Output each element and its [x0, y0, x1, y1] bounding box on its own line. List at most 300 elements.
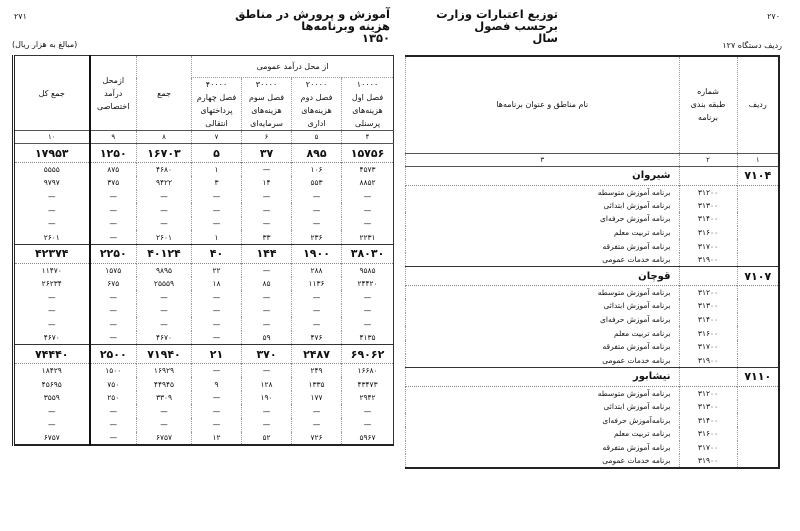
cell: ۳۷۰ [242, 345, 292, 364]
program-name: برنامه خدمات عمومی [406, 253, 680, 267]
cell: ۴۲۳۷۴ [14, 244, 90, 263]
cell: — [342, 404, 394, 418]
cell: ۲۶۲۳۴ [14, 277, 90, 291]
program-code: ۳۱۴۰۰ [679, 212, 737, 226]
cell: ۹۵۸۵ [342, 263, 394, 277]
program-row [406, 354, 780, 368]
column-number: ۸ [137, 131, 192, 144]
program-code: ۳۱۷۰۰ [679, 441, 737, 455]
cell: — [137, 290, 192, 304]
column-number: ۳ [406, 153, 680, 166]
cell [737, 441, 779, 455]
cell: ۲۴۹ [292, 364, 342, 378]
cell: — [192, 418, 242, 432]
cell: — [342, 304, 394, 318]
cell: — [192, 217, 242, 231]
region-total-row [14, 345, 394, 364]
right-page [400, 0, 800, 531]
cell: — [90, 230, 137, 244]
cell: ۵۵۵۵ [14, 163, 90, 177]
h: ازمحل [102, 75, 125, 85]
cell: ۱۵۷۵۶ [342, 144, 394, 163]
cell: — [137, 217, 192, 231]
agency-row: ردیف دستگاه ۱۲۷ [722, 41, 782, 50]
cell [737, 413, 779, 427]
cell: ۴۶۸۰ [137, 163, 192, 177]
cell: — [90, 217, 137, 231]
cell: ۲۲ [192, 263, 242, 277]
cell: ۵۵۳ [292, 176, 342, 190]
cell: ۸۵ [242, 277, 292, 291]
cell: ۲۴۸۷ [292, 345, 342, 364]
table-row [14, 432, 394, 446]
cell: — [137, 203, 192, 217]
cell: ۶۹۰۶۲ [342, 345, 394, 364]
program-name: برنامه آموزش ابتدائی [406, 299, 680, 313]
cell: ۱۳۳۵ [292, 377, 342, 391]
cell [737, 313, 779, 327]
cell: — [242, 364, 292, 378]
cell: — [242, 163, 292, 177]
h: اختصاصی [97, 101, 130, 111]
cell: — [14, 317, 90, 331]
cell: ۱۶۷۰۳ [137, 144, 192, 163]
cell: ۶۷۵۷ [14, 432, 90, 446]
cell: — [242, 263, 292, 277]
table-row [14, 163, 394, 177]
cell: — [14, 418, 90, 432]
cell: ۱۹۰ [242, 391, 292, 405]
column-number-row [14, 131, 394, 144]
cell: ۲۶۰۱ [137, 230, 192, 244]
h: فصل سوم [248, 93, 285, 102]
header-program-name: نام مناطق و عنوان برنامه‌ها [406, 56, 680, 153]
cell: — [137, 418, 192, 432]
cell: ۲۵۰ [90, 391, 137, 405]
program-name: برنامه آموزش متفرقه [406, 239, 680, 253]
cell: ۲۸۸ [292, 263, 342, 277]
h: هزینه‌های [352, 106, 383, 115]
h: ۳۰۰۰۰ [255, 80, 278, 89]
cell: ۲۵۵۵۹ [137, 277, 192, 291]
cell: ۱۴ [242, 176, 292, 190]
header-program-code [679, 56, 737, 153]
region-name: شیروان [406, 166, 680, 185]
cell: ۳۷۵ [90, 176, 137, 190]
program-row [406, 226, 780, 240]
cell: ۳ [192, 176, 242, 190]
region-code: ۷۱۱۰ [737, 367, 779, 386]
cell: ۱۲۵۰ [90, 144, 137, 163]
cell [679, 367, 737, 386]
region-code: ۷۱۰۴ [737, 166, 779, 185]
column-number: ۶ [242, 131, 292, 144]
cell: ۲۲۵۰ [90, 244, 137, 263]
page-number: ۲۷۰ [767, 12, 780, 21]
cell: ۳۵۵۹ [14, 391, 90, 405]
column-number-row [406, 153, 780, 166]
program-row [406, 400, 780, 414]
program-name: برنامه خدمات عمومی [406, 354, 680, 368]
program-row [406, 386, 780, 400]
title-line: ۱۳۵۰ [361, 31, 390, 45]
cell: ۱۸۴۲۹ [14, 364, 90, 378]
h: هزینه‌های [301, 106, 332, 115]
program-code: ۳۱۶۰۰ [679, 326, 737, 340]
cell: ۲۹۴۲ [342, 391, 394, 405]
cell [737, 386, 779, 400]
cell: ۱۹۰۰ [292, 244, 342, 263]
cell [679, 267, 737, 286]
program-row [406, 427, 780, 441]
cell: — [192, 290, 242, 304]
cell: ۱۴۴ [242, 244, 292, 263]
program-name: برنامه آموزش متفرقه [406, 340, 680, 354]
column-number: ۹ [90, 131, 137, 144]
cell [737, 199, 779, 213]
cell: ۴۵۷۳ [342, 163, 394, 177]
cell: ۵۲ [242, 432, 292, 446]
program-name: برنامه تربیت معلم [406, 226, 680, 240]
h: ۱۰۰۰۰ [356, 80, 379, 89]
header-c10: جمع کل [14, 56, 90, 131]
cell: — [242, 404, 292, 418]
cell: ۲۵۰۰ [90, 345, 137, 364]
h: پرسنلی [354, 119, 381, 128]
cell: — [342, 418, 394, 432]
column-number: ۱۰ [14, 131, 90, 144]
cell: — [14, 304, 90, 318]
cell: — [14, 190, 90, 204]
cell: ۱۱۴۷۰ [14, 263, 90, 277]
program-code: ۳۱۴۰۰ [679, 313, 737, 327]
cell: ۶۷۵۷ [137, 432, 192, 446]
cell [737, 454, 779, 468]
budget-table [12, 55, 394, 446]
program-code: ۳۱۲۰۰ [679, 386, 737, 400]
cell: ۱۵۰۰ [90, 364, 137, 378]
cell: ۴۳۴۷۳ [342, 377, 394, 391]
program-code: ۳۱۶۰۰ [679, 427, 737, 441]
cell: — [242, 203, 292, 217]
group-header: از محل درآمد عمومی [192, 56, 394, 78]
cell [737, 212, 779, 226]
cell: ۵۹ [242, 331, 292, 345]
table-row [14, 304, 394, 318]
cell: — [192, 317, 242, 331]
title-line: هزینه وبرنامه‌ها [301, 19, 390, 33]
cell: — [137, 404, 192, 418]
cell: ۳۳ [242, 230, 292, 244]
program-code: ۳۱۹۰۰ [679, 354, 737, 368]
unit-note: (مبالغ به هزار ریال) [12, 40, 78, 49]
cell: — [192, 391, 242, 405]
h: درآمد [104, 88, 123, 98]
region-total-row [14, 244, 394, 263]
cell: ۴۴۹۴۵ [137, 377, 192, 391]
program-name: برنامه خدمات عمومی [406, 454, 680, 468]
header-c6 [242, 78, 292, 131]
cell: — [137, 317, 192, 331]
program-code: ۳۱۳۰۰ [679, 199, 737, 213]
table-row [14, 404, 394, 418]
h: فصل چهارم [196, 93, 237, 102]
cell: — [90, 304, 137, 318]
region-code: ۷۱۰۷ [737, 267, 779, 286]
header-c4 [342, 78, 394, 131]
cell: — [292, 404, 342, 418]
cell: — [192, 364, 242, 378]
h: انتقالی [205, 119, 228, 128]
cell: — [90, 331, 137, 345]
cell [737, 286, 779, 300]
h: پرداختهای [200, 106, 233, 115]
cell: — [137, 190, 192, 204]
region-row [406, 367, 780, 386]
cell: ۹۸۹۵ [137, 263, 192, 277]
cell: ۱۲ [192, 432, 242, 446]
cell: — [292, 217, 342, 231]
cell [737, 299, 779, 313]
cell: — [192, 331, 242, 345]
cell: ۳۷ [242, 144, 292, 163]
cell [737, 226, 779, 240]
cell: ۴۵۶۹۵ [14, 377, 90, 391]
column-number: ۱ [737, 153, 779, 166]
cell: ۸۷۵ [90, 163, 137, 177]
table-row [14, 317, 394, 331]
program-row [406, 313, 780, 327]
title-line: سال [532, 31, 558, 45]
program-row [406, 326, 780, 340]
program-row [406, 454, 780, 468]
program-row [406, 286, 780, 300]
cell: — [242, 418, 292, 432]
column-number: ۵ [292, 131, 342, 144]
cell: ۹ [192, 377, 242, 391]
cell [737, 326, 779, 340]
region-row [406, 267, 780, 286]
cell: — [292, 317, 342, 331]
cell: ۴۰۱۲۴ [137, 244, 192, 263]
cell: ۱۷۷ [292, 391, 342, 405]
cell: ۱۶۹۲۹ [137, 364, 192, 378]
cell: ۲۲۳۱ [342, 230, 394, 244]
cell: ۵۹۶۷ [342, 432, 394, 446]
cell: ۱۸ [192, 277, 242, 291]
program-code: ۳۱۹۰۰ [679, 454, 737, 468]
program-name: برنامه آموزش ابتدائی [406, 400, 680, 414]
cell [737, 354, 779, 368]
cell: ۸۹۵ [292, 144, 342, 163]
cell: ۳۸۰۳۰ [342, 244, 394, 263]
cell [679, 166, 737, 185]
cell: ۱ [192, 163, 242, 177]
cell: ۶۷۵ [90, 277, 137, 291]
cell: — [14, 203, 90, 217]
region-name: نیشابور [406, 367, 680, 386]
cell: — [192, 203, 242, 217]
cell: — [242, 290, 292, 304]
program-code: ۳۱۷۰۰ [679, 239, 737, 253]
program-code: ۳۱۷۰۰ [679, 340, 737, 354]
cell: — [292, 203, 342, 217]
program-name: برنامه‌آموزش حرفه‌ای [406, 413, 680, 427]
program-code: ۳۱۳۰۰ [679, 400, 737, 414]
cell: — [14, 404, 90, 418]
cell [737, 239, 779, 253]
cell: — [90, 404, 137, 418]
program-code: ۳۱۹۰۰ [679, 253, 737, 267]
region-total-row [14, 144, 394, 163]
cell: ۴۰ [192, 244, 242, 263]
cell: — [137, 304, 192, 318]
cell: ۲۱ [192, 345, 242, 364]
program-code: ۳۱۲۰۰ [679, 286, 737, 300]
cell: — [14, 290, 90, 304]
cell: ۴۶۷۰ [137, 331, 192, 345]
cell: — [292, 290, 342, 304]
program-name: برنامه آموزش متوسطه [406, 286, 680, 300]
cell: ۹۴۲۲ [137, 176, 192, 190]
cell: — [342, 203, 394, 217]
cell: ۱۵۷۵ [90, 263, 137, 277]
cell: — [192, 190, 242, 204]
table-row [14, 176, 394, 190]
h: ۲۰۰۰۰ [305, 80, 328, 89]
cell: ۴۶۷۰ [14, 331, 90, 345]
cell: — [292, 418, 342, 432]
cell: — [90, 418, 137, 432]
table-row [14, 230, 394, 244]
title-line: برحسب فصول [474, 19, 558, 33]
program-name: برنامه آموزش ابتدائی [406, 199, 680, 213]
header-row-no: ردیف [737, 56, 779, 153]
cell: ۸۸۵۲ [342, 176, 394, 190]
program-row [406, 239, 780, 253]
cell: — [192, 304, 242, 318]
h: سرمایه‌ای [250, 119, 283, 128]
cell: ۷۱۹۴۰ [137, 345, 192, 364]
cell: ۱ [192, 230, 242, 244]
header-c5 [292, 78, 342, 131]
h: اداری [307, 119, 326, 128]
cell: ۱۱۳۶ [292, 277, 342, 291]
page-title [230, 8, 390, 44]
h: طبقه بندی [690, 100, 726, 110]
cell: — [342, 217, 394, 231]
cell: ۴۷۶ [292, 331, 342, 345]
program-row [406, 199, 780, 213]
programs-table [405, 55, 780, 469]
program-code: ۳۱۴۰۰ [679, 413, 737, 427]
table-row [14, 377, 394, 391]
cell [737, 185, 779, 199]
table-row [14, 190, 394, 204]
table-row [14, 331, 394, 345]
cell: — [192, 404, 242, 418]
cell: — [292, 304, 342, 318]
cell: ۲۳۶ [292, 230, 342, 244]
cell: — [342, 290, 394, 304]
cell [737, 427, 779, 441]
h: شماره [697, 87, 719, 97]
header-c8: جمع [137, 56, 192, 131]
h: ۴۰۰۰۰ [205, 80, 228, 89]
cell: — [90, 203, 137, 217]
program-name: برنامه آموزش متوسطه [406, 185, 680, 199]
program-name: برنامه آموزش حرفه‌ای [406, 313, 680, 327]
program-name: برنامه تربیت معلم [406, 427, 680, 441]
table-row [14, 277, 394, 291]
cell: — [242, 217, 292, 231]
program-code: ۳۱۳۰۰ [679, 299, 737, 313]
cell: — [90, 432, 137, 446]
cell [737, 340, 779, 354]
column-number: ۷ [192, 131, 242, 144]
cell: — [90, 190, 137, 204]
cell [737, 400, 779, 414]
cell: — [292, 190, 342, 204]
program-code: ۳۱۲۰۰ [679, 185, 737, 199]
cell: ۱۶۶۸۰ [342, 364, 394, 378]
region-name: قوچان [406, 267, 680, 286]
column-number: ۲ [679, 153, 737, 166]
cell [737, 253, 779, 267]
h: هزینه‌های [251, 106, 282, 115]
program-row [406, 340, 780, 354]
cell: ۲۴۴۲۰ [342, 277, 394, 291]
cell: ۹۷۹۷ [14, 176, 90, 190]
program-code: ۳۱۶۰۰ [679, 226, 737, 240]
cell: — [90, 317, 137, 331]
page-number: ۲۷۱ [14, 12, 27, 21]
cell: ۱۰۶ [292, 163, 342, 177]
program-name: برنامه آموزش متوسطه [406, 386, 680, 400]
cell: — [342, 190, 394, 204]
program-row [406, 212, 780, 226]
program-row [406, 413, 780, 427]
table-row [14, 217, 394, 231]
cell: ۳۳۰۹ [137, 391, 192, 405]
cell: ۲۶۰۱ [14, 230, 90, 244]
region-row [406, 166, 780, 185]
cell: — [242, 304, 292, 318]
program-row [406, 185, 780, 199]
cell: — [14, 217, 90, 231]
cell: ۴۱۳۵ [342, 331, 394, 345]
table-row [14, 418, 394, 432]
cell: ۷۲۶ [292, 432, 342, 446]
cell: — [242, 190, 292, 204]
program-row [406, 299, 780, 313]
program-name: برنامه تربیت معلم [406, 326, 680, 340]
cell: — [342, 317, 394, 331]
page-title [418, 8, 558, 44]
cell: — [242, 317, 292, 331]
program-name: برنامه آموزش حرفه‌ای [406, 212, 680, 226]
h: برنامه [698, 113, 718, 123]
title-line: آموزش و پرورش در مناطق [235, 7, 390, 21]
header-c9 [90, 56, 137, 131]
table-row [14, 203, 394, 217]
cell: ۵ [192, 144, 242, 163]
cell: ۷۵۰ [90, 377, 137, 391]
cell: ۱۷۹۵۳ [14, 144, 90, 163]
program-name: برنامه آموزش متفرقه [406, 441, 680, 455]
title-line: توزیع اعتبارات وزارت [436, 7, 558, 21]
table-row [14, 364, 394, 378]
